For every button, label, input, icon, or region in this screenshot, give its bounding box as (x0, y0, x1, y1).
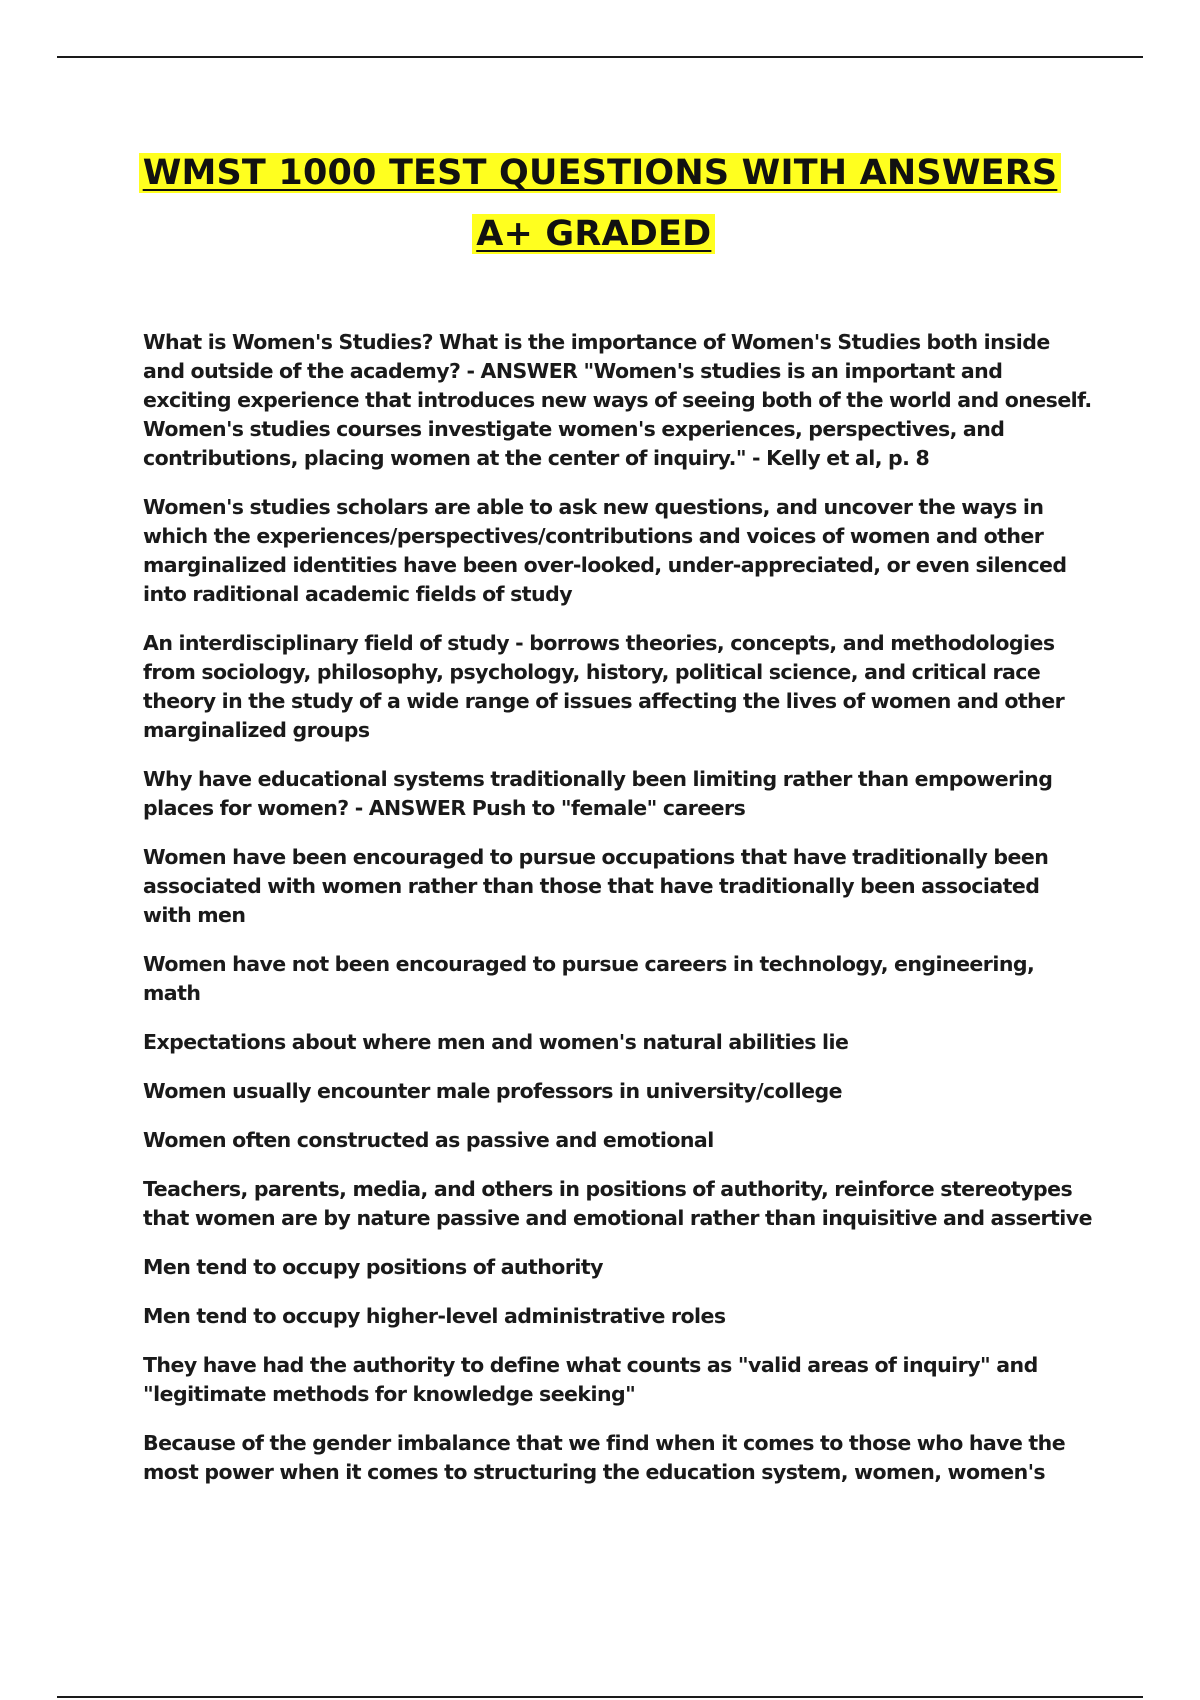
paragraph-7: Expectations about where men and women's natural abilities lie (143, 1030, 849, 1054)
top-rule (57, 56, 1143, 58)
title-line-2: A+ GRADED (472, 214, 715, 254)
paragraph-3: An interdisciplinary field of study - borrows theories, concepts, and methodologies from sociology, philosophy, psychology, history, political science, and critical race theory in the study of a wide range of issues affecting the lives of women and other marginalized groups (143, 631, 1065, 742)
paragraph-14: Because of the gender imbalance that we find when it comes to those who have the most power when it comes to structuring the education system, women, women's (143, 1431, 1066, 1484)
document-body (143, 328, 1093, 1507)
bottom-rule (57, 1696, 1143, 1698)
paragraph-9: Women often constructed as passive and emotional (143, 1128, 714, 1152)
paragraph-5: Women have been encouraged to pursue occupations that have traditionally been associated with women rather than those that have traditionally been associated with men (143, 845, 1049, 927)
paragraph-11: Men tend to occupy positions of authority (143, 1255, 603, 1279)
paragraph-1: What is Women's Studies? What is the importance of Women's Studies both inside and outside of the academy? - ANSWER "Women's studies is an important and exciting experience that introduces new ways of seeing both of the world and oneself. Women's studies courses investigate women's experiences, perspectives, and contributions, placing women at the center of inquiry." - Kelly et al, p. 8 (143, 330, 1092, 470)
paragraph-2: Women's studies scholars are able to ask new questions, and uncover the ways in which the experiences/perspectives/contributions and voices of women and other marginalized identities have been over-looked, under-appreciated, or even silenced into raditional academic fields of study (143, 495, 1067, 606)
paragraph-12: Men tend to occupy higher-level administrative roles (143, 1304, 726, 1328)
paragraph-13: They have had the authority to define what counts as "valid areas of inquiry" and "legitimate methods for knowledge seeking" (143, 1353, 1038, 1406)
paragraph-8: Women usually encounter male professors in university/college (143, 1079, 842, 1103)
document-title (0, 143, 1200, 265)
title-line-1: WMST 1000 TEST QUESTIONS WITH ANSWERS (139, 153, 1062, 193)
paragraph-4: Why have educational systems traditionally been limiting rather than empowering places for women? - ANSWER Push to "female" careers (143, 767, 1053, 820)
paragraph-6: Women have not been encouraged to pursue careers in technology, engineering, math (143, 952, 1035, 1005)
paragraph-10: Teachers, parents, media, and others in positions of authority, reinforce stereotypes that women are by nature passive and emotional rather than inquisitive and assertive (143, 1177, 1092, 1230)
